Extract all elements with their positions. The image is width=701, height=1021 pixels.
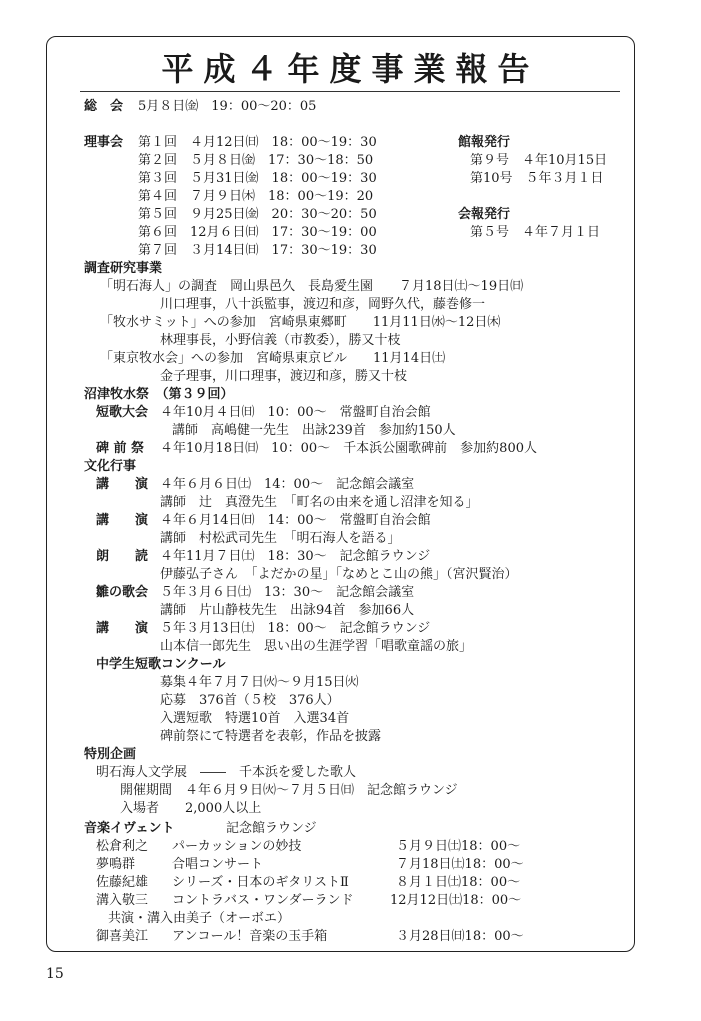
report-line: 碑前祭にて特選者を表彰，作品を披露 xyxy=(160,729,382,744)
report-line: 講師 村松武司先生 「明石海人を語る」 xyxy=(160,531,401,546)
section-heading: 会報発行 xyxy=(458,207,511,222)
report-line: 第１回 ４月12日㈰ 18：00〜19：30 xyxy=(138,135,377,150)
section-heading: 特別企画 xyxy=(84,747,137,762)
report-line: ５月９日㈯18：00〜 xyxy=(396,839,521,854)
report-line: ４年11月７日㈯ 18：30〜 記念館ラウンジ xyxy=(160,549,431,564)
report-line: 第３回 ５月31日㈮ 18：00〜19：30 xyxy=(138,171,377,186)
report-line: 応募 376首（５校 376人） xyxy=(160,693,340,708)
section-heading: 調査研究事業 xyxy=(84,261,163,276)
section-heading: 碑 前 祭 xyxy=(96,441,145,456)
report-line: 講師 辻 真澄先生 「町名の由来を通し沼津を知る」 xyxy=(160,495,479,510)
report-line: 入選短歌 特選10首 入選34首 xyxy=(160,711,350,726)
report-line: 金子理事，川口理事，渡辺和彦，勝又十枝 xyxy=(160,369,408,384)
report-line: 第２回 ５月８日㈮ 17：30〜18：50 xyxy=(138,153,374,168)
section-heading: 文化行事 xyxy=(84,459,137,474)
report-line: 合唱コンサート xyxy=(172,857,264,872)
report-line: ４年６月６日㈯ 14：00〜 記念館会議室 xyxy=(160,477,415,492)
report-line: ４年10月４日㈰ 10：00〜 常盤町自治会館 xyxy=(160,405,431,420)
report-line: 「牧水サミット」への参加 宮崎県東郷町 11月11日㈬〜12日㈭ xyxy=(100,315,501,330)
report-line: 御喜美江 xyxy=(96,929,149,944)
report-line: ５年３月６日㈯ 13：30〜 記念館会議室 xyxy=(160,585,415,600)
report-line: 第５号 ４年７月１日 xyxy=(470,225,601,240)
report-line: ８月１日㈯18：00〜 xyxy=(396,875,521,890)
section-heading: 総 会 xyxy=(84,99,124,114)
report-line: 講師 高嶋健一先生 出詠239首 参加約150人 xyxy=(172,423,456,438)
report-line: ７月18日㈯18：00〜 xyxy=(396,857,524,872)
report-line: 佐藤紀雄 xyxy=(96,875,149,890)
report-line: 松倉利之 xyxy=(96,839,149,854)
report-line: 12月12日㈯18：00〜 xyxy=(390,893,522,908)
section-heading: 沼津牧水祭 （第３９回） xyxy=(84,387,234,402)
section-heading: 講 演 xyxy=(96,513,149,528)
section-heading: 講 演 xyxy=(96,621,149,636)
report-line: 夢鳴群 xyxy=(96,857,136,872)
report-line: 林理事長，小野信義（市教委），勝又十枝 xyxy=(160,333,401,348)
section-heading: 館報発行 xyxy=(458,135,511,150)
report-line: ３月28日㈰18：00〜 xyxy=(396,929,524,944)
report-line: 明石海人文学展 ―― 千本浜を愛した歌人 xyxy=(96,765,357,780)
report-line: 募集４年７月７日㈫〜９月15日㈫ xyxy=(160,675,359,690)
report-line: 第４回 ７月９日㈭ 18：00〜19：20 xyxy=(138,189,374,204)
report-line: コントラバス・ワンダーランド xyxy=(172,893,354,908)
report-line: シリーズ・日本のギタリストⅡ xyxy=(172,875,349,890)
report-line: 山本信一郎先生 思い出の生涯学習「唱歌童謡の旅」 xyxy=(160,639,473,654)
section-heading: 雛の歌会 xyxy=(96,585,149,600)
page-title: 平成４年度事業報告 xyxy=(161,50,540,88)
report-line: 「明石海人」の調査 岡山県邑久 長島愛生園 ７月18日㈯〜19日㈰ xyxy=(100,279,524,294)
report-line: 入場者 2,000人以上 xyxy=(120,801,262,816)
report-line: 開催期間 ４年６月９日㈫〜７月５日㈰ 記念館ラウンジ xyxy=(120,783,458,798)
title-underline xyxy=(80,91,620,92)
report-line: ４年10月18日㈰ 10：00〜 千本浜公園歌碑前 参加約800人 xyxy=(160,441,537,456)
page-number: 15 xyxy=(46,966,64,982)
section-heading: 音楽イヴェント xyxy=(84,821,175,836)
report-line: 「東京牧水会」への参加 宮崎県東京ビル 11月14日㈯ xyxy=(100,351,446,366)
report-line: 5月８日㈮ 19：00〜20：05 xyxy=(138,99,317,114)
report-line: 溝入敬三 xyxy=(96,893,149,908)
section-heading: 朗 読 xyxy=(96,549,149,564)
report-line: 第５回 ９月25日㈮ 20：30〜20：50 xyxy=(138,207,377,222)
report-line: 第９号 ４年10月15日 xyxy=(470,153,608,168)
report-line: 共演・溝入由美子（オーボエ） xyxy=(108,911,291,926)
section-heading: 中学生短歌コンクール xyxy=(96,657,226,672)
report-line: 第６回 12月６日㈰ 17：30〜19：00 xyxy=(138,225,377,240)
report-line: アンコール！音楽の玉手箱 xyxy=(172,929,328,944)
report-line: ５年３月13日㈯ 18：00〜 記念館ラウンジ xyxy=(160,621,431,636)
section-heading: 短歌大会 xyxy=(96,405,149,420)
report-line: パーカッションの妙技 xyxy=(172,839,302,854)
report-line: 第10号 ５年３月１日 xyxy=(470,171,604,186)
report-line: 記念館ラウンジ xyxy=(226,821,317,836)
section-heading: 講 演 xyxy=(96,477,149,492)
section-heading: 理事会 xyxy=(84,135,124,150)
report-line: 伊藤弘子さん 「よだかの星」「なめとこ山の熊」（宮沢賢治） xyxy=(160,567,518,582)
report-line: ４年６月14日㈰ 14：00〜 常盤町自治会館 xyxy=(160,513,431,528)
report-line: 川口理事，八十浜監事，渡辺和彦，岡野久代，藤巻修一 xyxy=(160,297,486,312)
report-line: 第７回 ３月14日㈰ 17：30〜19：30 xyxy=(138,243,377,258)
report-line: 講師 片山静枝先生 出詠94首 参加66人 xyxy=(160,603,415,618)
